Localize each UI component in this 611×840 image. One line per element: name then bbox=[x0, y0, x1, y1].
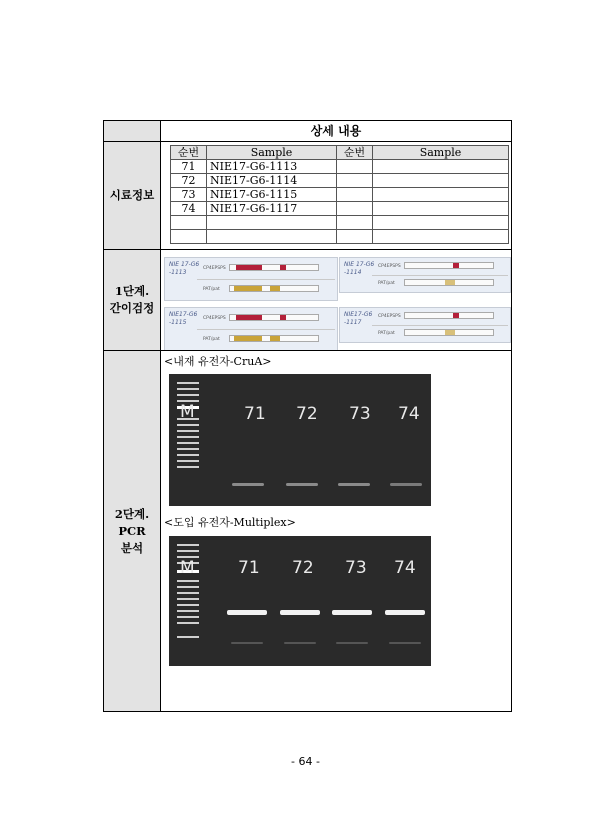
table-row bbox=[171, 202, 509, 216]
table-row bbox=[171, 174, 509, 188]
lane-label-72: 72 bbox=[296, 404, 318, 424]
cell-no bbox=[171, 216, 207, 230]
gel1-caption: <내재 유전자-CruA> bbox=[164, 355, 272, 368]
table-row bbox=[171, 230, 509, 244]
cell-sample: NIE17-G6-1115 bbox=[207, 188, 337, 202]
lane-label-71: 71 bbox=[244, 404, 266, 424]
cell-no bbox=[337, 188, 373, 202]
row-label-step2 bbox=[104, 351, 161, 711]
band-72 bbox=[286, 483, 318, 486]
sample-table bbox=[170, 145, 509, 244]
cell-no bbox=[337, 160, 373, 174]
cell-sample: NIE17-G6-1117 bbox=[207, 202, 337, 216]
cell-no bbox=[337, 230, 373, 244]
cell-no: 72 bbox=[171, 174, 207, 188]
band-73-faint bbox=[336, 642, 368, 644]
cell-sample bbox=[373, 174, 509, 188]
cell-sample bbox=[373, 230, 509, 244]
strip-photo-71 bbox=[164, 257, 338, 301]
band-71 bbox=[232, 483, 264, 486]
table-row bbox=[171, 160, 509, 174]
band-74 bbox=[390, 483, 422, 486]
cell-no bbox=[337, 216, 373, 230]
row-label-sample-info bbox=[104, 142, 161, 250]
strip-note: NIE 17-G6 -1114 bbox=[344, 261, 375, 276]
strip-label-pat: PAT/pat bbox=[378, 331, 395, 336]
test-strip-cp4 bbox=[229, 314, 319, 321]
row-label-step1 bbox=[104, 250, 161, 351]
band-73 bbox=[338, 483, 370, 486]
detail-title: 상세 내용 bbox=[161, 121, 511, 142]
lane-label-m: M bbox=[180, 402, 195, 422]
lane-label-74: 74 bbox=[398, 404, 420, 424]
cell-no: 71 bbox=[171, 160, 207, 174]
row-divider bbox=[161, 350, 511, 351]
strip-divider bbox=[197, 279, 335, 280]
band-74 bbox=[385, 610, 425, 615]
col-header-no-2: 순번 bbox=[337, 146, 373, 160]
test-strip-pat bbox=[404, 279, 494, 286]
gel-image-multiplex bbox=[169, 536, 431, 666]
cell-no: 73 bbox=[171, 188, 207, 202]
strip-label-pat: PAT/pat bbox=[203, 337, 220, 342]
cell-sample bbox=[373, 188, 509, 202]
lane-label-74: 74 bbox=[394, 558, 416, 578]
lane-label-73: 73 bbox=[345, 558, 367, 578]
table-row bbox=[171, 188, 509, 202]
gel-image-crua bbox=[169, 374, 431, 506]
page-number: - 64 - bbox=[291, 755, 320, 768]
strip-note: NIE 17-G6 -1113 bbox=[169, 261, 200, 276]
cell-sample bbox=[373, 160, 509, 174]
band-73 bbox=[332, 610, 372, 615]
step2-label-line1: 2단계. bbox=[114, 506, 150, 521]
step1-label-line2: 간이검정 bbox=[109, 301, 155, 315]
cell-sample bbox=[373, 216, 509, 230]
col-header-sample-2: Sample bbox=[373, 146, 509, 160]
cell-no bbox=[337, 174, 373, 188]
cell-sample bbox=[373, 202, 509, 216]
cell-sample: NIE17-G6-1114 bbox=[207, 174, 337, 188]
strip-divider bbox=[372, 325, 508, 326]
lane-label-72: 72 bbox=[292, 558, 314, 578]
band-72 bbox=[280, 610, 320, 615]
strip-photo-73 bbox=[164, 307, 338, 351]
cell-no bbox=[171, 230, 207, 244]
test-strip-cp4 bbox=[229, 264, 319, 271]
row-divider bbox=[161, 249, 511, 250]
strip-label-pat: PAT/pat bbox=[203, 287, 220, 292]
cell-no bbox=[337, 202, 373, 216]
step2-label-line3: 분석 bbox=[120, 540, 144, 555]
test-strip-pat bbox=[229, 285, 319, 292]
cell-sample bbox=[207, 216, 337, 230]
sample-info-label: 시료정보 bbox=[109, 188, 155, 202]
lane-label-71: 71 bbox=[238, 558, 260, 578]
strip-divider bbox=[197, 329, 335, 330]
strip-label-cp4: CP4EPSPS bbox=[378, 314, 401, 319]
strip-photo-72 bbox=[339, 257, 511, 293]
test-strip-pat bbox=[229, 335, 319, 342]
strip-label-cp4: CP4EPSPS bbox=[203, 266, 226, 271]
strip-label-cp4: CP4EPSPS bbox=[378, 264, 401, 269]
strip-photo-74 bbox=[339, 307, 511, 343]
step1-label-line1: 1단계. bbox=[114, 284, 150, 298]
header-corner bbox=[104, 121, 161, 142]
cell-sample bbox=[207, 230, 337, 244]
cell-no: 74 bbox=[171, 202, 207, 216]
strip-note: NIE17-G6 -1117 bbox=[344, 311, 373, 326]
strip-label-cp4: CP4EPSPS bbox=[203, 316, 226, 321]
lane-label-73: 73 bbox=[349, 404, 371, 424]
strip-note: NIE17-G6 -1115 bbox=[169, 311, 198, 326]
detail-frame bbox=[103, 120, 512, 712]
band-72-faint bbox=[284, 642, 316, 644]
test-strip-cp4 bbox=[404, 262, 494, 269]
col-header-no-1: 순번 bbox=[171, 146, 207, 160]
band-71-faint bbox=[231, 642, 263, 644]
col-header-sample-1: Sample bbox=[207, 146, 337, 160]
strip-label-pat: PAT/pat bbox=[378, 281, 395, 286]
table-row bbox=[171, 216, 509, 230]
gel2-caption: <도입 유전자-Multiplex> bbox=[164, 516, 296, 529]
step2-label-line2: PCR bbox=[118, 523, 146, 538]
test-strip-cp4 bbox=[404, 312, 494, 319]
lane-label-m: M bbox=[180, 558, 195, 578]
test-strip-pat bbox=[404, 329, 494, 336]
band-71 bbox=[227, 610, 267, 615]
band-74-faint bbox=[389, 642, 421, 644]
cell-sample: NIE17-G6-1113 bbox=[207, 160, 337, 174]
strip-divider bbox=[372, 275, 508, 276]
table-header-row bbox=[171, 146, 509, 160]
